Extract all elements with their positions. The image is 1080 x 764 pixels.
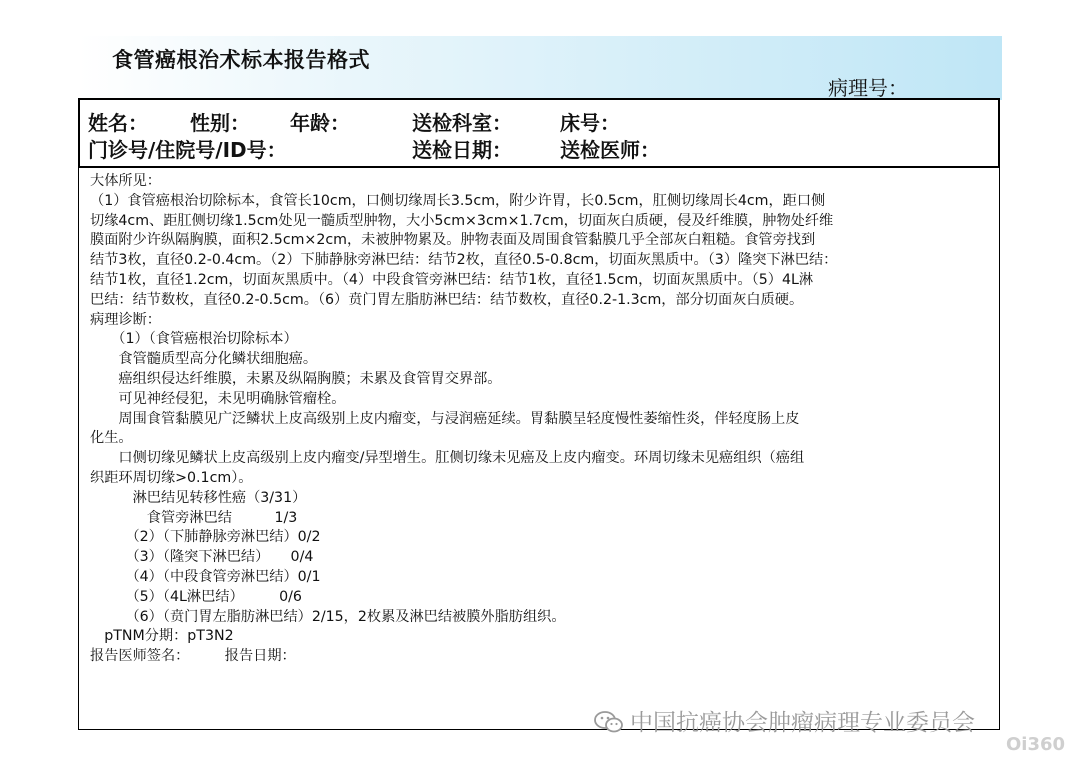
report-line: 大体所见： <box>90 173 161 189</box>
report-line: 结节1枚，直径1.2cm，切面灰黑质中。（4）中段食管旁淋巴结：结节1枚，直径1.5cm，切面灰黑质中。（5）4L淋 <box>90 271 814 288</box>
watermark-logo: Oi360 <box>1006 734 1066 755</box>
report-line: 巴结：结节数枚，直径0.2-0.5cm。（6）贲门胃左脂肪淋巴结：结节数枚，直径0.2-1.3cm，部分切面灰白质硬。 <box>90 291 804 308</box>
report-line: 食管髓质型高分化鳞状细胞癌。 <box>90 351 318 368</box>
info-age: 年龄： <box>290 111 350 135</box>
watermark-text: 中国抗癌协会肿瘤病理专业委员会 <box>630 710 975 736</box>
report-line: （6）（贲门胃左脂肪淋巴结）2/15，2枚累及淋巴结被膜外脂肪组织。 <box>90 608 566 625</box>
report-line: （4）（中段食管旁淋巴结）0/1 <box>90 568 321 585</box>
watermark <box>594 704 975 737</box>
report-line: 化生。 <box>90 430 133 447</box>
report-line: （2）（下肺静脉旁淋巴结）0/2 <box>90 529 321 546</box>
report-line: （1）（食管癌根治切除标本） <box>90 331 298 348</box>
report-line: 报告医师签名： 报告日期： <box>90 648 296 665</box>
info-department: 送检科室： <box>412 111 512 135</box>
report-line: 织距环周切缘>0.1cm）。 <box>90 469 253 486</box>
report-line: 病理诊断： <box>90 311 161 328</box>
report-line: pTNM分期：pT3N2 <box>90 628 234 645</box>
report-body <box>90 172 994 667</box>
report-line: 周围食管黏膜见广泛鳞状上皮高级别上皮内瘤变，与浸润癌延续。胃黏膜呈轻度慢性萎缩性炎，伴轻度肠上皮 <box>90 410 800 427</box>
info-doctor: 送检医师： <box>560 138 660 162</box>
report-line: （1）食管癌根治切除标本，食管长10cm，口侧切缘周长3.5cm，附少许胃，长0.5cm，肛侧切缘周长4cm，距口侧 <box>90 192 826 209</box>
info-date: 送检日期： <box>412 138 512 162</box>
case-number-label: 病理号： <box>828 76 908 100</box>
info-bed: 床号： <box>560 111 620 135</box>
page-title: 食管癌根治术标本报告格式 <box>112 48 370 72</box>
report-line: 食管旁淋巴结 1/3 <box>90 509 298 526</box>
report-line: 淋巴结见转移性癌（3/31） <box>90 489 307 506</box>
report-line: 切缘4cm、距肛侧切缘1.5cm处见一髓质型肿物，大小5cm×3cm×1.7cm，切面灰白质硬，侵及纤维膜，肿物处纤维 <box>90 212 834 229</box>
info-ids: 门诊号/住院号/ID号： <box>88 138 287 162</box>
report-line: 膜面附少许纵隔胸膜，面积2.5cm×2cm，未被肿物累及。肿物表面及周围食管黏膜几乎全部灰白粗糙。食管旁找到 <box>90 232 816 249</box>
report-line: （3）（隆突下淋巴结） 0/4 <box>90 549 314 566</box>
wechat-icon <box>594 710 624 734</box>
report-line: 结节3枚，直径0.2-0.4cm。（2）下肺静脉旁淋巴结：结节2枚，直径0.5-0.8cm，切面灰黑质中。（3）隆突下淋巴结： <box>90 252 838 269</box>
report-line: 可见神经侵犯，未见明确脉管瘤栓。 <box>90 390 346 407</box>
report-line: 口侧切缘见鳞状上皮高级别上皮内瘤变/异型增生。肛侧切缘未见癌及上皮内瘤变。环周切缘未见癌组织（癌组 <box>90 450 805 467</box>
info-name: 姓名： <box>88 111 148 135</box>
info-sex: 性别： <box>190 111 250 135</box>
report-line: （5）（4L淋巴结） 0/6 <box>90 588 302 605</box>
report-line: 癌组织侵达纤维膜，未累及纵隔胸膜；未累及食管胃交界部。 <box>90 370 502 387</box>
